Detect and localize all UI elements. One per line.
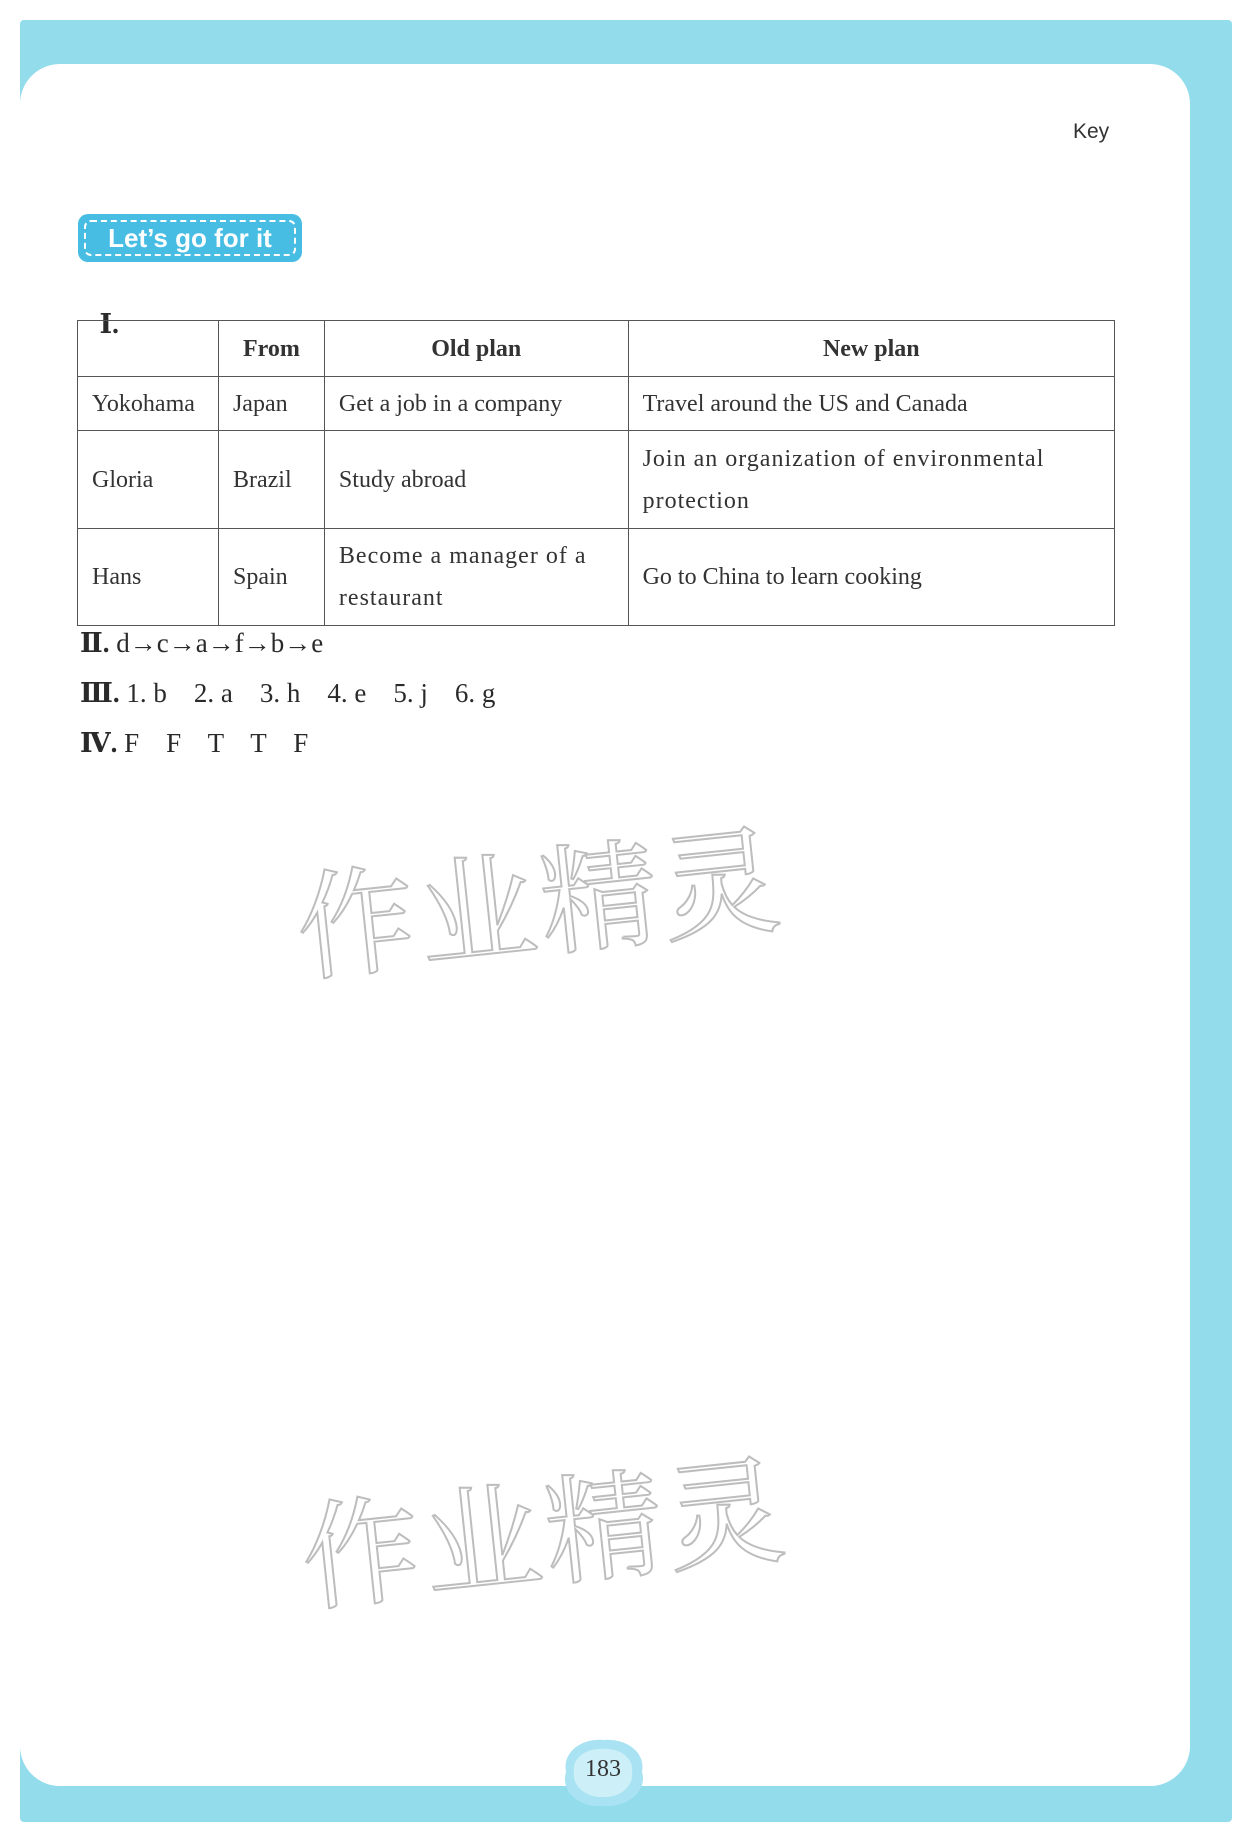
table-row <box>78 431 1115 529</box>
section-2-number: Ⅱ. <box>80 628 110 658</box>
section-3-number: Ⅲ. <box>80 678 120 708</box>
table-cell-new-plan: Go to China to learn cooking <box>628 529 1114 626</box>
section-2-answer <box>80 628 323 659</box>
page-number: 183 <box>585 1756 621 1782</box>
section-2-text: d→c→a→f→b→e <box>116 628 324 658</box>
table-cell-from: Spain <box>218 529 324 626</box>
banner-label: Let’s go for it <box>108 222 272 253</box>
table-header-cell <box>78 321 219 377</box>
section-3-text: 1. b 2. a 3. h 4. e 5. j 6. g <box>126 678 496 708</box>
table-cell-new-plan: Travel around the US and Canada <box>628 377 1114 431</box>
section-banner <box>78 214 302 262</box>
table-cell-from: Japan <box>218 377 324 431</box>
plans-table <box>77 320 1115 626</box>
section-4-number: Ⅳ. <box>80 728 118 758</box>
table-header-cell: From <box>218 321 324 377</box>
section-1-number: Ⅰ. <box>99 309 119 339</box>
table-cell-name: Yokohama <box>78 377 219 431</box>
table-cell-old-plan: Study abroad <box>324 431 628 529</box>
table-header-row <box>78 321 1115 377</box>
header-key-label: Key <box>1073 120 1110 143</box>
table-cell-name: Gloria <box>78 431 219 529</box>
table-cell-from: Brazil <box>218 431 324 529</box>
section-4-answer <box>80 728 308 759</box>
table-cell-new-plan: Join an organization of environmental protection <box>628 431 1114 529</box>
table-cell-name: Hans <box>78 529 219 626</box>
watermark-top: 作业精灵 <box>290 810 790 1000</box>
table-cell-old-plan: Become a manager of a restaurant <box>324 529 628 626</box>
section-4-text: F F T T F <box>124 728 309 758</box>
table-header-cell: New plan <box>628 321 1114 377</box>
table-row <box>78 529 1115 626</box>
table-cell-old-plan: Get a job in a company <box>324 377 628 431</box>
watermark-bottom: 作业精灵 <box>295 1440 795 1630</box>
table-header-cell: Old plan <box>324 321 628 377</box>
section-3-answer <box>80 678 495 709</box>
table-row <box>78 377 1115 431</box>
